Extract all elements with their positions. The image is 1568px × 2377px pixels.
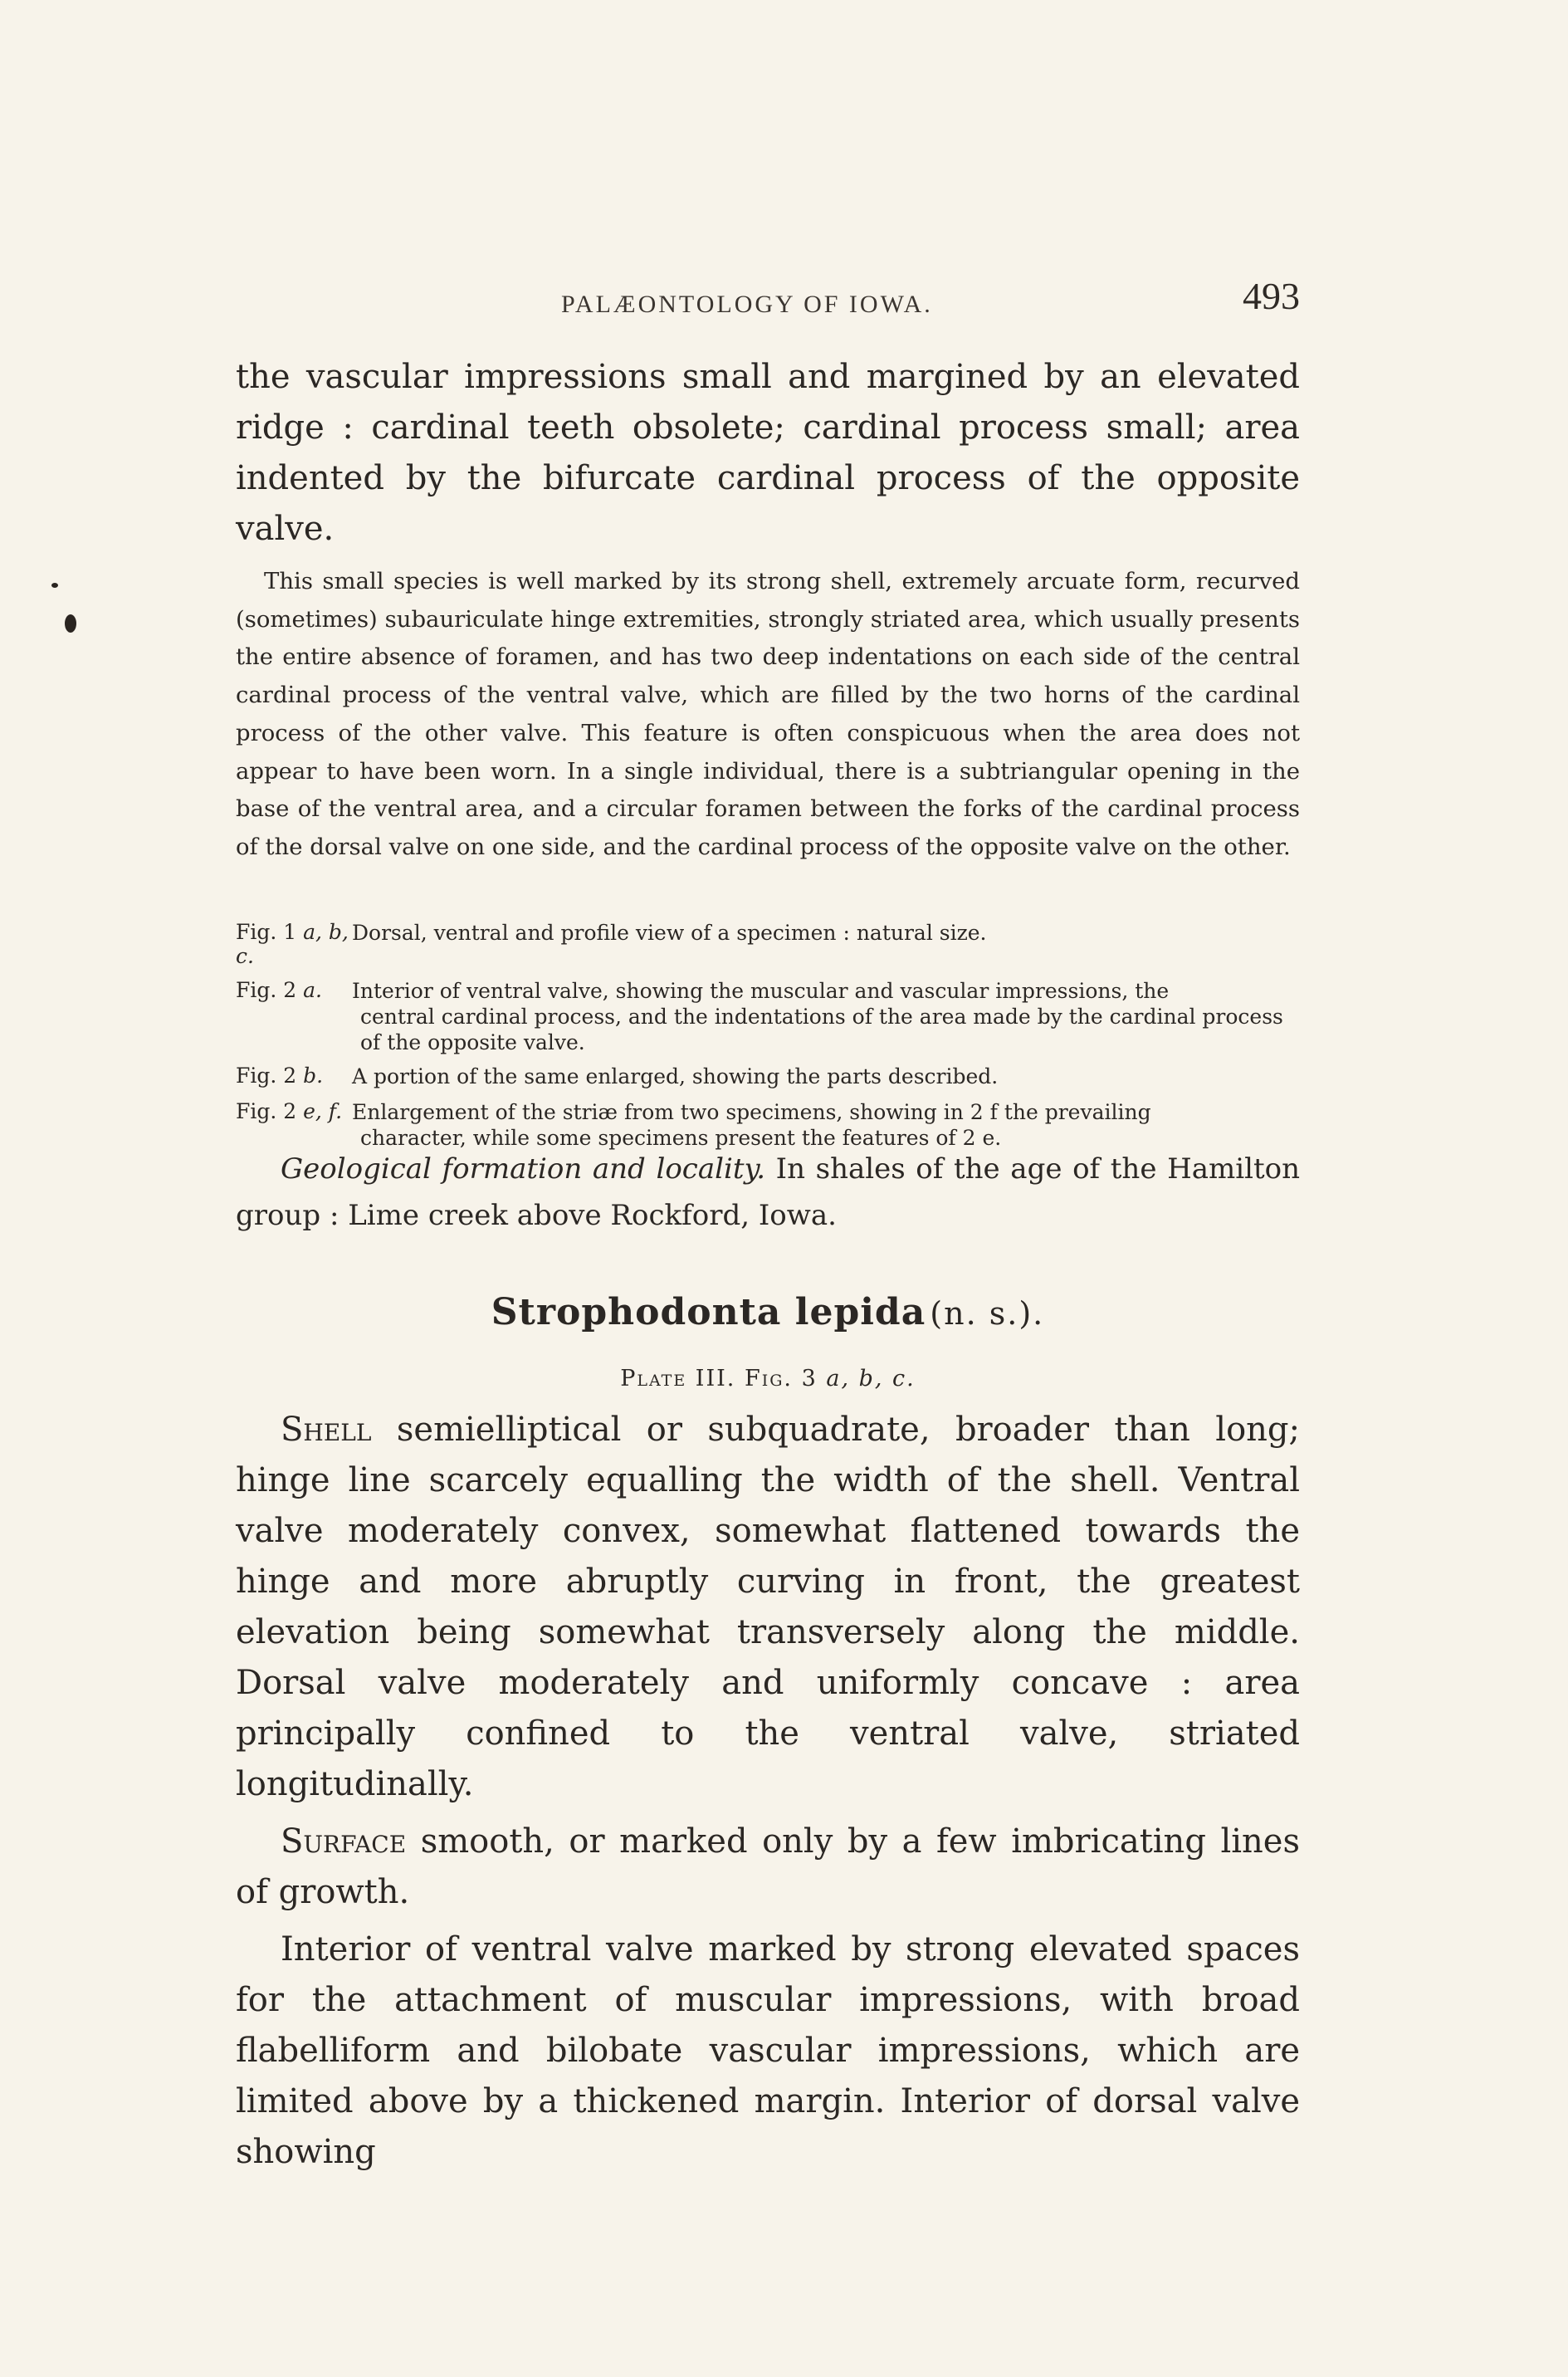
figure-text: Enlargement of the striæ from two specimens, showing in 2 f the prevailing character, while some specimens present the features of 2 e.	[352, 1100, 1151, 1150]
species-description-block	[236, 1405, 1300, 2178]
plate-label: Plate III.	[620, 1366, 736, 1391]
figure-explanation	[236, 920, 1300, 968]
remarks-block	[236, 563, 1300, 867]
figure-label: Fig. 2 a.	[236, 978, 322, 1002]
figure-text: A portion of the same enlarged, showing the parts described.	[352, 1064, 999, 1088]
geology-block	[236, 1146, 1300, 1239]
interior-paragraph: Interior of ventral valve marked by strong elevated spaces for the attachment of muscular impressions, with broad flabelliform and bilobate vascular impressions, which are limited above by a thickened margin. Interior of dorsal valve showing	[236, 1930, 1300, 2171]
shell-text: semielliptical or subquadrate, broader than long; hinge line scarcely equalling the width of the shell. Ventral valve moderately convex, somewhat flattened towards the hinge and more abruptly curving in front, the greatest elevation being somewhat transversely along the middle. Dorsal valve moderately and uniformly concave : area principally confined to the ventral valve, striated longitudinally.	[236, 1411, 1300, 1803]
shell-paragraph	[236, 1405, 1300, 1810]
page-header	[236, 274, 1300, 324]
figure-label: Fig. 1 a, b, c.	[236, 920, 349, 968]
figure-explanation	[236, 1099, 1300, 1151]
species-note: (n. s.).	[930, 1295, 1045, 1332]
geology-paragraph	[236, 1146, 1300, 1239]
figure-explanation	[236, 1064, 1300, 1089]
ink-speck	[65, 614, 76, 633]
surface-label: Surface	[281, 1822, 407, 1861]
plate-refs: a, b, c.	[826, 1366, 916, 1391]
figure-explanation	[236, 978, 1300, 1055]
geology-label: Geological formation and locality.	[281, 1152, 766, 1186]
species-name: Strophodonta lepida	[491, 1291, 926, 1333]
description-continued: the vascular impressions small and margined by an elevated ridge : cardinal teeth obsolete; cardinal process small; area indented by the bifurcate cardinal process of the opposite valve.	[236, 358, 1300, 548]
remarks-paragraph: This small species is well marked by its strong shell, extremely arcuate form, recurved (sometimes) subauriculate hinge extremities, strongly striated area, which usually presents the entire absence of foramen, and has two deep indentations on each side of the central cardinal process of the ventral valve, which are filled by the two horns of the cardinal process of the other valve. This feature is often conspicuous when the area does not appear to have been worn. In a single individual, there is a subtriangular opening in the base of the ventral area, and a circular foramen between the forks of the cardinal process of the dorsal valve on one side, and the cardinal process of the opposite valve on the other.	[236, 568, 1300, 860]
plate-reference	[236, 1366, 1300, 1391]
page-number: 493	[1243, 275, 1300, 317]
shell-label: Shell	[281, 1411, 372, 1449]
figure-text: Dorsal, ventral and profile view of a specimen : natural size.	[352, 921, 987, 945]
surface-text: smooth, or marked only by a few imbricating lines of growth.	[236, 1822, 1300, 1911]
ink-speck	[51, 583, 58, 588]
surface-paragraph	[236, 1817, 1300, 1918]
figure-explanations	[236, 920, 1300, 1151]
figure-label: Fig. 2 b.	[236, 1064, 324, 1088]
geology-text: In shales of the age of the Hamilton group : Lime creek above Rockford, Iowa.	[236, 1152, 1301, 1232]
running-title: PALÆONTOLOGY OF IOWA.	[561, 291, 933, 318]
plate-fig: Fig. 3	[744, 1366, 818, 1391]
figure-text: Interior of ventral valve, showing the muscular and vascular impressions, the central cardinal process, and the indentations of the area made by the cardinal process of the opposite valve.	[352, 979, 1283, 1054]
description-continued-block	[236, 352, 1300, 555]
figure-label: Fig. 2 e, f.	[236, 1099, 343, 1123]
species-heading	[236, 1291, 1300, 1333]
